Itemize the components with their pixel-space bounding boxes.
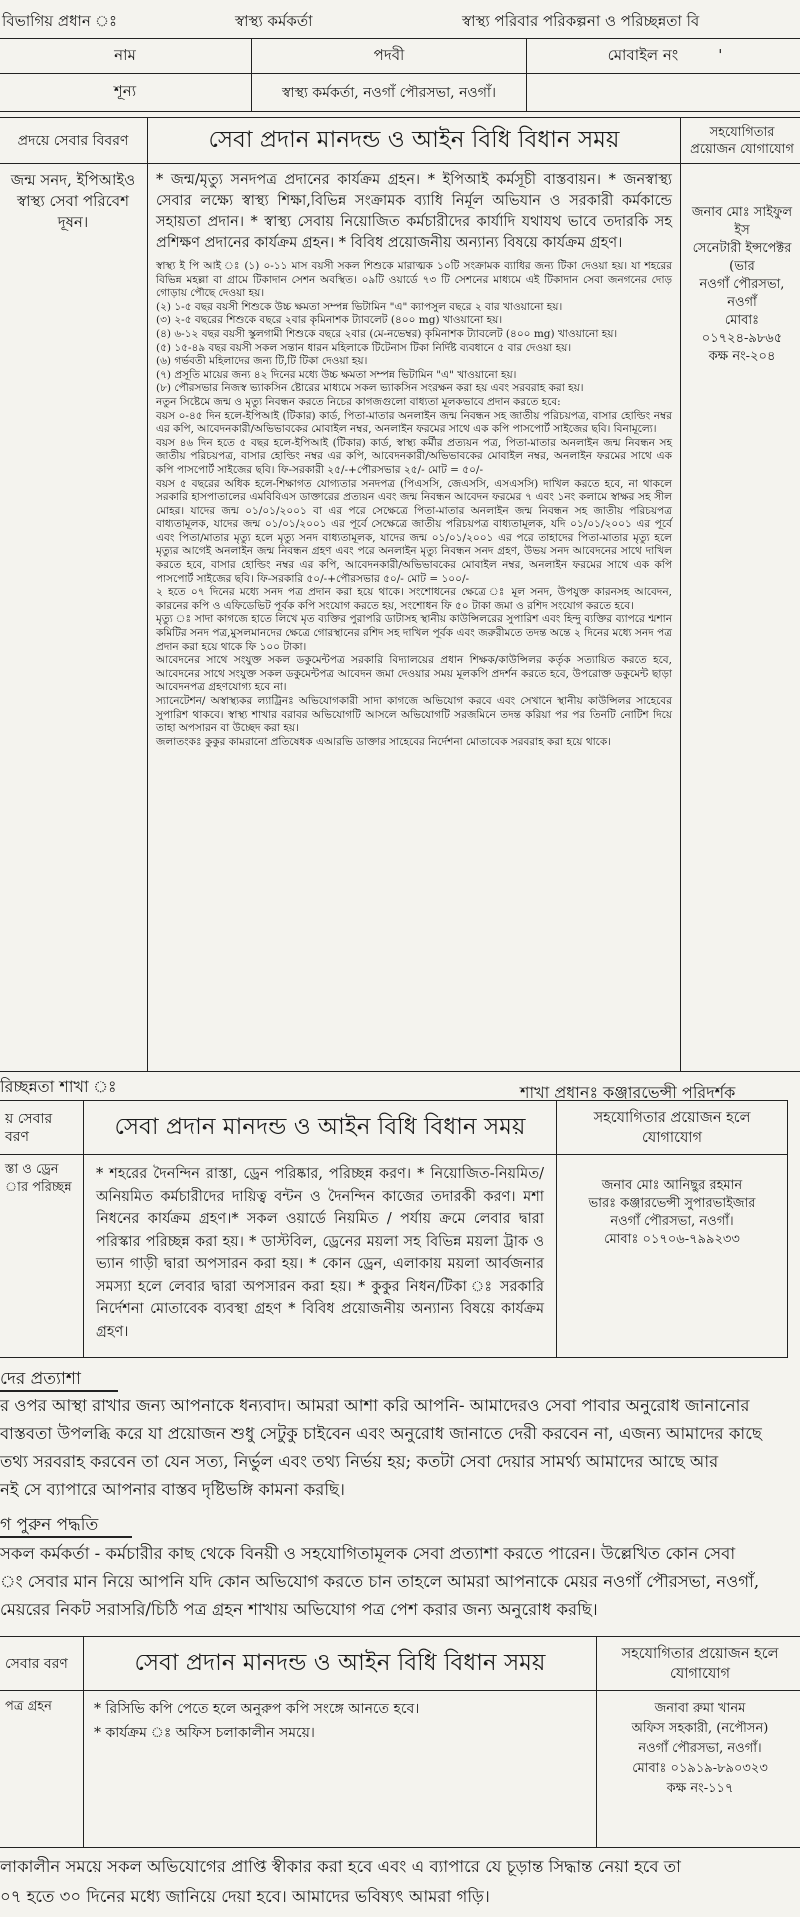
health-rules-cell xyxy=(148,164,681,1072)
cleaning-section-head: শাখা প্রধানঃ কঞ্জারভেন্সী পরিদর্শক xyxy=(520,1083,736,1102)
detail-item: বয়স ০-৪৫ দিন হলে-ইপিআই (টিকার) কার্ড, পিতা-মাতার অনলাইন জন্ম নিবন্ধন সহ জাতীয় পরিচয়পত্র, বাসার হোল্ডিং নম্বর এর কপি, আবেদনকারী/অভিভাবকের মোবাইল নম্বর, অনলাইন ফরমের সাথে এক কপি পাসপোর্ট সাইজের ছবি। বিনামূল্যে। xyxy=(156,409,672,436)
health-service-table xyxy=(0,117,800,1072)
footer-line: ০৭ হতে ৩০ দিনের মধ্যে জানিয়ে দেয়া হবে। আমাদের ভবিষ্যৎ আমরা গড়ি। xyxy=(0,1887,490,1906)
staff-mobile-cell xyxy=(527,74,800,112)
grievance-line: সকল কর্মকর্তা - কর্মচারীর কাছ থেকে বিনয়ী ও সহযোগিতামূলক সেবা প্রত্যাশা করতে পারেন। উল্লেখিত কোন সেবা xyxy=(0,1544,736,1563)
footer-paragraph xyxy=(0,1852,800,1912)
staff-designation-cell: স্বাস্থ্য কর্মকর্তা, নওগাঁ পৌরসভা, নওগাঁ। xyxy=(252,74,527,112)
staff-table xyxy=(0,38,800,112)
contact-line: অফিস সহকারী, (নপৌসন) xyxy=(631,1721,769,1736)
grievance-underline xyxy=(0,1536,132,1538)
cleaning-contact-cell xyxy=(557,1155,788,1358)
expectation-line: তথ্য সরবরাহ করবেন তা যেন সত্য, নির্ভুল এবং তথ্য নির্ভয় হয়; কতটা সেবা দেয়ার সামর্থ্য আমাদের আছে আর xyxy=(0,1452,719,1471)
detail-item: (৮) পৌরসভার নিজস্ব ভ্যাকসিন ষ্টোরের মাধ্যমে সকল ভ্যাকসিন সংরক্ষন করা হয় এবং সরবরাহ করা হয়। xyxy=(156,382,584,395)
expectation-line: নই সে ব্যাপারে আপনার বাস্তব দৃষ্টিভঙ্গি কামনা করছি। xyxy=(0,1480,345,1499)
expectation-line: র ওপর আস্থা রাখার জন্য আপনাকে ধন্যবাদ। আমরা আশা করি আপনি- আমাদেরও সেবা পাবার অনুরোধ জানানোর xyxy=(0,1396,750,1415)
dept-head-label: বিভাগিয় প্রধান ঃ xyxy=(2,12,117,30)
dept-head-value: স্বাস্থ্য কর্মকর্তা xyxy=(235,12,313,30)
detail-item: (৭) প্রসূতি মায়ের জন্য ৪২ দিনের মধ্যে উচ্চ ক্ষমতা সম্পন্ন ভিটামিন "এ" খাওয়ানো হয়। xyxy=(156,368,517,381)
mobile-mark: ' xyxy=(718,45,723,64)
contact-line: জনাব মোঃ আনিছুর রহমান xyxy=(601,1178,743,1193)
contact-line: ভারঃ কঞ্জারভেন্সী সুপারভাইজার xyxy=(588,1196,756,1211)
staff-name-cell: শূন্য xyxy=(0,74,252,112)
department-header xyxy=(0,4,800,34)
expectation-title: দের প্রত্যাশা xyxy=(0,1369,81,1389)
cleaning-col1-header: য় সেবার বরণ xyxy=(0,1101,84,1155)
cleaning-section-title: রিচ্ছন্নতা শাখা ঃ xyxy=(0,1077,117,1096)
grievance-rules-cell xyxy=(84,1691,597,1848)
detail-item: বয়স ৪৬ দিন হতে ৫ বছর হলে-ইপিআই (টিকার) কার্ড, স্বাস্থ্য কর্মীর প্রত্যয়ন পত্র, পিতা-মাতার অনলাইন জন্ম নিবন্ধন সহ জাতীয় পরিচয়পত্র, বাসার হোল্ডিং নম্বর এর কপি, আবেদনকারী/অভিভাবকের মোবাইল নম্বর, অনলাইন ফরমের সাথে এক কপি পাসপোর্ট সাইজের ছবি। ফি-সরকারী ২৫/-+পৌরসভার ২৫/- মোট = ৫০/- xyxy=(156,436,672,476)
contact-line: নওগাঁ পৌরসভা, নওগাঁ xyxy=(699,277,785,310)
cleaning-body-text: * শহরের দৈনন্দিন রাস্তা, ড্রেন পরিষ্কার, পরিচ্ছন্ন করণ। * নিয়োজিত-নিয়মিত/অনিয়মিত কর্মচারীদের দায়িত্ব বন্টন ও দৈনন্দিন কাজের তদারকী করণ। মশা নিধনের কার্যক্রম গ্রহণ।* সকল ওয়ার্ডে নিয়মিত / পর্যায় ক্রমে লেবার দ্বারা পরিস্কার পরিচ্ছন্ন করা হয়। * ডাস্টবিল, ড্রেনের ময়লা সহ বিভিন্ন ময়লা ট্রাক ও ভ্যান গাড়ী দ্বারা অপসারন করা হয়। * কোন ড্রেন, এলাকায় ময়লা আর্বজনার সমস্যা হলে লেবার দ্বারা অপসারন করা হয়। * কুকুর নিধন/টিকা ঃ সরকারি নির্দেশনা মোতাবেক ব্যবস্থা গ্রহণ * বিবিধ প্রয়োজনীয় অন্যান্য বিষয়ে কার্যক্রম গ্রহণ। xyxy=(96,1166,544,1340)
health-col1-header: প্রদয়ে সেবার বিবরণ xyxy=(0,118,148,164)
detail-item: (২) ১-৫ বছর বয়সী শিশুকে উচ্চ ক্ষমতা সম্পন্ন ভিটামিন "এ" ক্যাপসুল বছরে ২ বার খাওয়ানো হয়। xyxy=(156,300,563,313)
detail-item: আবেদনের সাথে সংযুক্ত সকল ডকুমেন্টপত্র সরকারি বিদ্যালয়ের প্রধান শিক্ষক/কাউন্সিলর কর্তৃক সত্যায়িত করতে হবে, আবেদনের সাথে সংযুক্ত সকল ডকুমেন্টপত্র আবেদন জমা দেওয়ার সময় মূলকপি প্রদর্শন করতে হবে, উপরোক্ত ডকুমেন্ট ছাড়া আবেদনপত্র গ্রহণযোগ্য হবে না। xyxy=(156,654,672,694)
health-col2-header: সেবা প্রদান মানদন্ড ও আইন বিধি বিধান সময় xyxy=(148,118,681,164)
contact-line: সেনেটারী ইন্সপেক্টর (ভার xyxy=(692,241,792,274)
cleaning-rules-cell xyxy=(84,1155,557,1358)
health-details xyxy=(156,260,672,749)
contact-line: মোবাঃ ০১৭০৬-৭৯৯২৩৩ xyxy=(604,1232,740,1247)
contact-line: কক্ষ নং-২০৪ xyxy=(708,349,776,364)
detail-item: (৪) ৬-১২ বছর বয়সী স্কুলগামী শিশুকে বছরে ২বার (মে-নভেম্বর) কৃমিনাশক ট্যাবলেট (৪০০ mg) খাওয়ানো হয়। xyxy=(156,327,618,340)
grievance-col3-header: সহযোগিতার প্রয়োজন হলে যোগাযোগ xyxy=(597,1637,800,1691)
grievance-contact-cell xyxy=(597,1691,800,1848)
grievance-line: ং সেবার মান নিয়ে আপনি যদি কোন অভিযোগ করতে চান তাহলে আমরা আপনাকে মেয়র নওগাঁ পৌরসভা, নওগাঁ, xyxy=(0,1572,760,1591)
detail-item: (৫) ১৫-৪৯ বছর বয়সী সকল সন্তান ধারন মহিলাকে টিটেনাস টিকা নির্দিষ্ট ব্যবধানে ৫ বার দেওয়া হয়। xyxy=(156,341,572,354)
cleaning-col3-header: সহযোগিতার প্রয়োজন হলে যোগাযোগ xyxy=(557,1101,788,1155)
footer-line: লাকালীন সময়ে সকল অভিযোগের প্রাপ্তি স্বীকার করা হবে এবং এ ব্যাপারে যে চূড়ান্ত সিদ্ধান্ত নেয়া হবে তা xyxy=(0,1857,681,1876)
expectation-line: বাস্তবতা উপলব্ধি করে যা প্রয়োজন শুধু সেটুকু চাইবেন এবং অনুরোধ জানাতে দেরী করবেন না, এজন্য আমাদের কাছে xyxy=(0,1424,762,1443)
col-mobile-header xyxy=(527,39,800,74)
health-col3-header: সহযোগিতার প্রয়োজন যোগাযোগ xyxy=(681,118,800,164)
detail-item: ২ হতে ০৭ দিনের মধ্যে সনদ পত্র প্রদান করা হয়ে থাকে। সংশোধনের ক্ষেত্রে ঃ মূল সনদ, উপযুক্ত কারনসহ আবেদন, কারনের কপি ও এফিডেভিট পূর্বক কপি সংযোগ করতে হয়, সংশোধন ফি ৫০ টাকা জমা ও রশিদ সংযোগ করতে হবে। xyxy=(156,586,672,612)
detail-item: বয়স ৫ বছরের অধিক হলে-শিক্ষাগত যোগ্যতার সনদপত্র (পিএসসি, জেএসসি, এসএসসি) দাখিল করতে হবে, না থাকলে সরকারি হাসপাতালের এমবিবিএস ডাক্তারের প্রত্যয়ন এবং জন্ম নিবন্ধন আবেদন ফরমের ৭ এবং ১নং কলামে স্বাক্ষর সহ সীল মোহর। যাদের জন্ম ০১/০১/২০০১ বা এর পরে সেক্ষেত্রে পিতা-মাতার অনলাইন জন্ম নিবন্ধন সহ জাতীয় পরিচয়পত্র বাধ্যতামূলক, যাদের জন্ম ০১/০১/২০০১ এর পূর্বে সেক্ষেত্রে জাতীয় পরিচয়পত্র বাধ্যতামূলক, যদি ০১/০১/২০০১ এর পূর্বে এবং পিতা/মাতার মৃত্যু হলে মৃত্যু সনদ বাধ্যতামূলক, যাদের জন্ম ০১/০১/২০০১ এর পরে তাহাদের পিতা-মাতার মৃত্যু হলে মৃত্যুর আগেই অনলাইন জন্ম নিবন্ধন গ্রহণ এবং পরে অনলাইন মৃত্যু নিবন্ধন সনদ গ্রহণ, উভয় সনদ আবেদনের সাথে দাখিল করতে হবে, বাসার হোল্ডিং নম্বর এর কপি, আবেদনকারী/অভিভাবকের মোবাইল নম্বর, অনলাইন ফরমের সাথে এক কপি পাসপোর্ট সাইজের ছবি। ফি-সরকারি ৫০/-+পৌরসভার ৫০/- মোট = ১০০/- xyxy=(156,477,672,585)
grievance-rule-line: * রিসিভি কপি পেতে হলে অনুরুপ কপি সংঙ্গে আনতে হবে। xyxy=(94,1701,420,1717)
health-intro-text: * জন্ম/মৃত্যু সনদপত্র প্রদানের কার্যক্রম গ্রহন। * ইপিআই কর্মসূচী বাস্তবায়ন। * জনস্বাস্থ্য সেবার লক্ষ্যে স্বাস্থ্য শিক্ষা,বিভিন্ন সংক্রামক ব্যাধি নির্মূল অভিযান ও সরকারী কর্মকান্ডে সহায়তা প্রদান। * স্বাস্থ্য সেবায় নিয়োজিত কর্মচারীদের কার্যাদি যথাযথ ভাবে তদারকি সহ প্রশিক্ষণ প্রদানের কার্যক্রম গ্রহন। * বিবিধ প্রয়োজনীয় অন্যান্য বিষয়ে কার্যক্রম গ্রহণ। xyxy=(156,172,672,251)
health-service-name: জন্ম সনদ, ইপিআইও স্বাস্থ্য সেবা পরিবেশ দূষন। xyxy=(0,164,148,1072)
grievance-service-table xyxy=(0,1636,800,1848)
detail-item: স্যানেটেশন/ অস্বাস্থ্যকর ল্যাট্রিনঃ অভিযোগকারী সাদা কাগজে অভিযোগ করবে এবং সেখানে স্থানীয় কাউন্সিলর সাহেবের সুপারিশ থাকবে। স্বাস্থ্য শাখার বরাবর অভিযোগটি আসলে অভিযোগটি সরজমিনে তদন্ত করিয়া পর পর তিনটি নোটিশ দিয়ে তাহা অপসারন বা উচ্ছেদ করা হয়। xyxy=(156,695,672,735)
detail-item: জলাতংকঃ কুকুর কামরানো প্রতিষেধক এআরভি ডাক্তার সাহেবের নির্দেশনা মোতাবেক সরবরাহ করা হয়ে থাকে। xyxy=(156,735,611,748)
grievance-service-name: পত্র গ্রহন xyxy=(0,1691,84,1848)
detail-item: স্বাস্থ্য ই পি আই ঃ (১) ০-১১ মাস বয়সী সকল শিশুকে মারাত্মক ১০টি সংক্রামক ব্যাধির জন্য টিকা দেওয়া হয়। যা শহরের বিভিন্ন মহল্লা বা গ্রামে টিকাদান সেশন অবস্থিত। ০৯টি ওয়ার্ডে ৭৩ টি সেশনের মাধ্যমে এই টিকাদান সেবা জনগনের দোড় গোড়ায় পৌছে দেওয়া হয়। xyxy=(156,260,672,300)
cleaning-service-name: স্তা ও ড্রেন ার পরিচ্ছন্ন xyxy=(0,1155,84,1358)
col-name-header: নাম xyxy=(0,39,252,74)
detail-item: (৩) ২-৫ বছরের শিশুকে বছরে ২বার কৃমিনাশক ট্যাবলেট (৪০০ mg) খাওয়ানো হয়। xyxy=(156,314,503,327)
grievance-col1-header: সেবার বরণ xyxy=(0,1637,84,1691)
expectation-paragraph xyxy=(0,1392,800,1504)
health-contact-cell xyxy=(681,164,800,1072)
cleaning-service-table xyxy=(0,1100,788,1358)
detail-item: (৬) গর্ভবতী মহিলাদের জন্য টি,টি টিকা দেওয়া হয়। xyxy=(156,355,368,368)
contact-line: নওগাঁ পৌরসভা, নওগাঁ। xyxy=(610,1214,734,1229)
contact-line: মোবাঃ ০১৯১৯-৮৯০৩২৩ xyxy=(632,1761,768,1776)
contact-line: জনাবা রুমা খানম xyxy=(654,1701,746,1716)
grievance-col2-header: সেবা প্রদান মানদন্ড ও আইন বিধি বিধান সময় xyxy=(84,1637,597,1691)
contact-line: জনাব মোঃ সাইফুল ইস xyxy=(691,205,793,238)
grievance-paragraph xyxy=(0,1540,800,1624)
col-designation-header: পদবী xyxy=(252,39,527,74)
grievance-rule-line: * কার্যক্রম ঃ অফিস চলাকালীন সময়ে। xyxy=(94,1725,315,1741)
contact-line: কক্ষ নং-১১৭ xyxy=(666,1781,734,1796)
dept-name: স্বাস্থ্য পরিবার পরিকল্পনা ও পরিচ্ছন্নতা বি xyxy=(462,12,700,30)
grievance-title: গ পুরুন পদ্ধতি xyxy=(0,1515,99,1535)
contact-line: মোবাঃ ০১৭২৪-৯৮৬৫ xyxy=(701,313,783,346)
mobile-header-text: মোবাইল নং xyxy=(607,45,679,64)
detail-item: নতুন সিষ্টেমে জন্ম ও মৃত্যু নিবন্ধন করতে নিচের কাগজগুলো বাধ্যতা মূলকভাবে প্রদান করতে হবে: xyxy=(156,395,561,408)
contact-line: নওগাঁ পৌরসভা, নওগাঁ। xyxy=(638,1741,762,1756)
detail-item: মৃত্যু ঃ সাদা কাগজে হাতে লিখে মৃত ব্যক্তির পুরাপরি ডাটাসহ স্থানীয় কাউন্সিলরের সুপারিশ এবং হিন্দু ব্যক্তির ব্যাপরে শ্মশান কমিটির সনদ পত্র,মুসলমানদের ক্ষেত্রে গোরস্থানের রশিদ সহ দাখিল পূর্বক এবং জরুরীমতে তদন্ত অন্তে ২ দিনের মধ্যে সনদ পত্র প্রদান করা হয়ে থাকে ফি ১০০ টাকা। xyxy=(156,613,672,653)
grievance-line: মেয়রের নিকট সরাসরি/চিঠি পত্র গ্রহন শাখায় অভিযোগ পত্র পেশ করার জন্য অনুরোধ করছি। xyxy=(0,1600,598,1619)
cleaning-col2-header: সেবা প্রদান মানদন্ড ও আইন বিধি বিধান সময় xyxy=(84,1101,557,1155)
